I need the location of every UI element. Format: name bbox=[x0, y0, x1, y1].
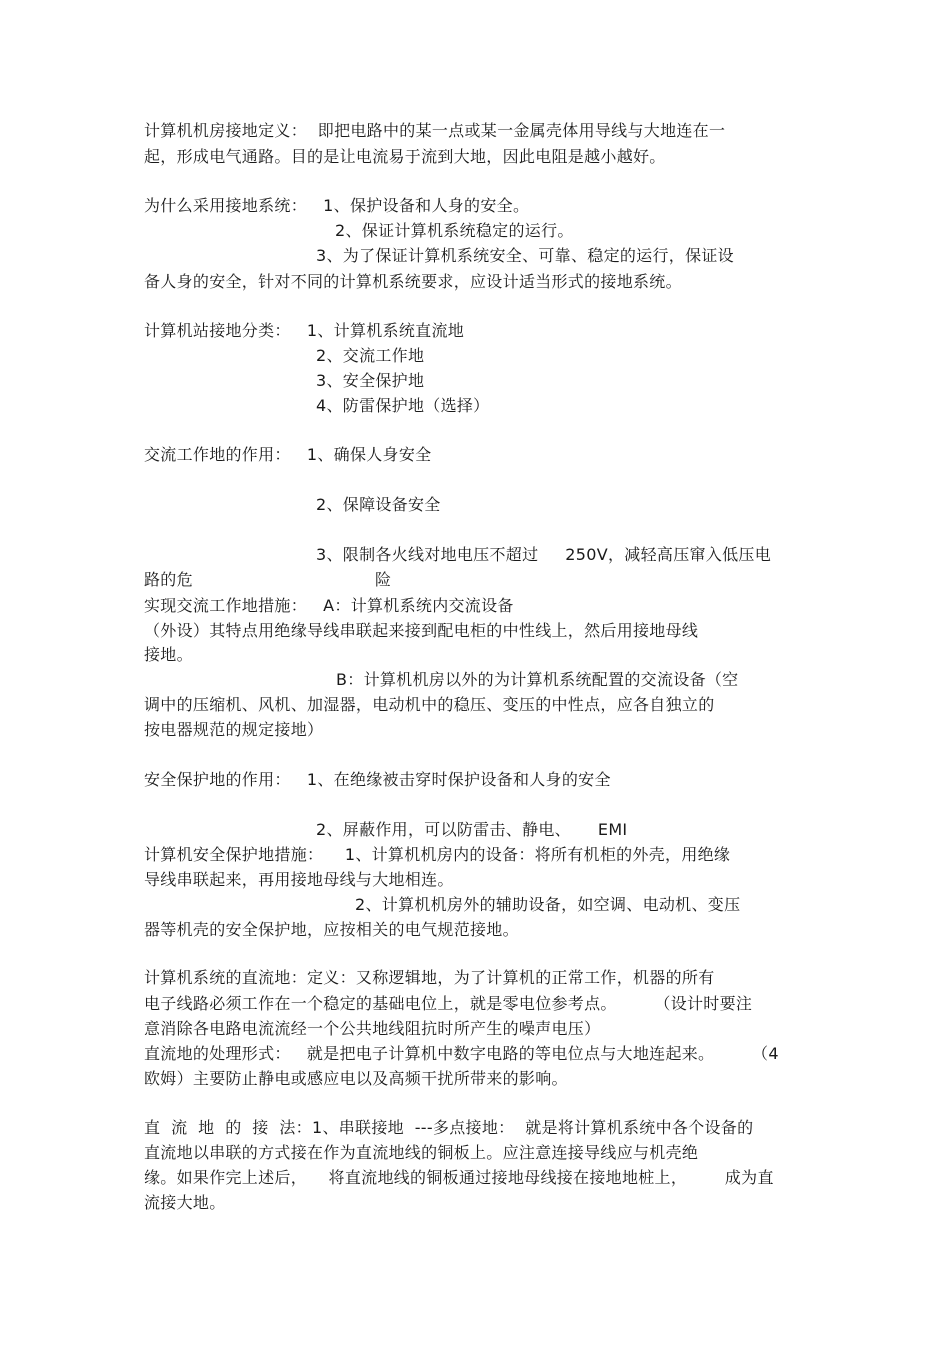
text-line: 导线串联起来，再用接地母线与大地相连。 bbox=[144, 870, 454, 889]
text-line: 起，形成电气通路。目的是让电流易于流到大地，因此电阻是越小越好。 bbox=[144, 147, 666, 166]
text-line: 险 bbox=[375, 570, 392, 589]
text-line: 计算机机房接地定义： 即把电路中的某一点或某一金属壳体用导线与大地连在一 bbox=[144, 121, 726, 140]
text-line: 2、保证计算机系统稳定的运行。 bbox=[335, 221, 574, 240]
text-line: 2、交流工作地 bbox=[316, 346, 425, 365]
text-line: （外设）其特点用绝缘导线串联起来接到配电柜的中性线上，然后用接地母线 bbox=[144, 621, 699, 640]
text-line: 3、限制各火线对地电压不超过 250V，减轻高压窜入低压电 bbox=[316, 545, 771, 564]
text-line: 2、保障设备安全 bbox=[316, 495, 441, 514]
text-line: 缘。如果作完上述后， 将直流地线的铜板通过接地母线接在接地地桩上， 成为直 bbox=[144, 1168, 774, 1187]
text-line: 为什么采用接地系统： 1、保护设备和人身的安全。 bbox=[144, 196, 530, 215]
text-line: 计算机站接地分类： 1、计算机系统直流地 bbox=[144, 321, 465, 340]
text-line: B：计算机机房以外的为计算机系统配置的交流设备（空 bbox=[336, 670, 739, 689]
text-line: 计算机安全保护地措施： 1、计算机机房内的设备：将所有机柜的外壳，用绝缘 bbox=[144, 845, 731, 864]
text-line: 4、防雷保护地（选择） bbox=[316, 396, 490, 415]
text-line: 直流地的处理形式： 就是把电子计算机中数字电路的等电位点与大地连起来。 （4 bbox=[144, 1044, 779, 1063]
text-line: 直 流 地 的 接 法：1、串联接地 ---多点接地： 就是将计算机系统中各个设备的 bbox=[144, 1118, 754, 1137]
text-line: 电子线路必须工作在一个稳定的基础电位上，就是零电位参考点。 （设计时要注 bbox=[144, 994, 753, 1013]
text-line: 3、为了保证计算机系统安全、可靠、稳定的运行，保证设 bbox=[316, 246, 734, 265]
text-line: 2、计算机机房外的辅助设备，如空调、电动机、变压 bbox=[355, 895, 741, 914]
text-line: 实现交流工作地措施： A：计算机系统内交流设备 bbox=[144, 596, 514, 615]
text-line: 欧姆）主要防止静电或感应电以及高频干扰所带来的影响。 bbox=[144, 1069, 568, 1088]
text-line: 直流地以串联的方式接在作为直流地线的铜板上。应注意连接导线应与机壳绝 bbox=[144, 1143, 699, 1162]
text-line: 安全保护地的作用： 1、在绝缘被击穿时保护设备和人身的安全 bbox=[144, 770, 611, 789]
text-line: 接地。 bbox=[144, 645, 193, 664]
text-line: 器等机壳的安全保护地，应按相关的电气规范接地。 bbox=[144, 920, 519, 939]
text-line: 2、屏蔽作用，可以防雷击、静电、 EMI bbox=[316, 820, 628, 839]
text-line: 备人身的安全，针对不同的计算机系统要求，应设计适当形式的接地系统。 bbox=[144, 272, 682, 291]
text-line: 流接大地。 bbox=[144, 1193, 226, 1212]
text-line: 计算机系统的直流地：定义：又称逻辑地，为了计算机的正常工作，机器的所有 bbox=[144, 968, 715, 987]
text-line: 3、安全保护地 bbox=[316, 371, 425, 390]
text-line: 路的危 bbox=[144, 570, 193, 589]
text-line: 交流工作地的作用： 1、确保人身安全 bbox=[144, 445, 432, 464]
text-line: 按电器规范的规定接地） bbox=[144, 720, 324, 739]
text-line: 意消除各电路电流流经一个公共地线阻抗时所产生的噪声电压） bbox=[144, 1019, 601, 1038]
text-line: 调中的压缩机、风机、加湿器，电动机中的稳压、变压的中性点，应各自独立的 bbox=[144, 695, 715, 714]
